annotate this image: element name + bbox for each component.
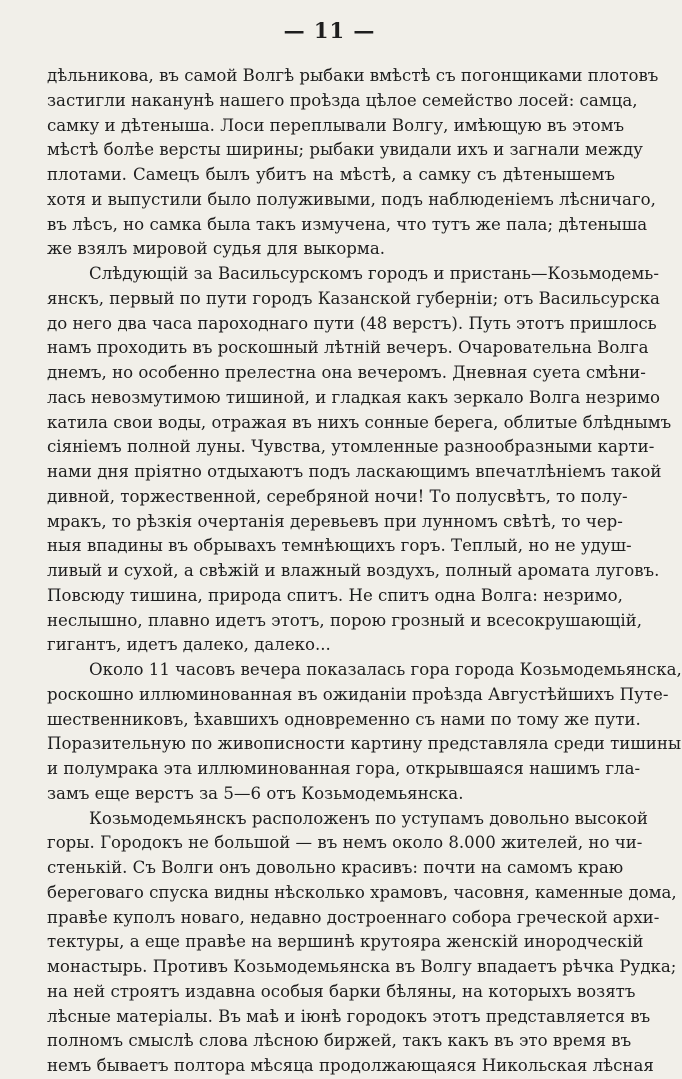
text-line: Около 11 часовъ вечера показалась гора города Козьмодемьянска,	[89, 660, 682, 679]
text-line: катила свои воды, отражая въ нихъ сонные берега, облитые блѣднымъ	[47, 412, 672, 432]
text-line: хотя и выпустили было полуживыми, подъ наблюденіемъ лѣсничаго,	[47, 189, 656, 209]
text-line: мракъ, то рѣзкія очертанія деревьевъ при лунномъ свѣтѣ, то чер-	[47, 511, 623, 531]
text-line: застигли накан﻿унѣ нашего проѣзда цѣлое семейство лосей: самца,	[47, 90, 638, 110]
text-line: на ней строятъ издавна особыя барки бѣляны, на которыхъ возятъ	[47, 981, 636, 1001]
text-line: Козьмодемьянскъ расположенъ по уступамъ довольно высокой	[89, 808, 648, 828]
text-line: ливый и сухой, а свѣжій и влажный воздухъ, полный аромата луговъ.	[47, 561, 660, 580]
text-line: лась невозмутимою тишиной, и гладкая какъ зеркало Волга незримо	[47, 387, 661, 407]
text-line: немъ бываетъ полтора мѣсяца продолжающаяся Никольская лѣсная	[47, 1056, 654, 1075]
text-line: монастырь. Противъ Козьмодемьянска въ Волгу впадаетъ рѣчка Рудка;	[47, 957, 677, 976]
text-line: замъ еще верстъ за 5—6 отъ Козьмодемьянска.	[47, 783, 464, 803]
text-line: полномъ смыслѣ слова лѣсною биржей, такъ какъ въ это время въ	[47, 1031, 632, 1051]
text-line: самку и дѣтеныша. Лоси переплывали Волгу, имѣющую въ этомъ	[47, 115, 625, 135]
text-line: мѣстѣ болѣе версты ширины; рыбаки увидали ихъ и загнали между	[47, 140, 643, 160]
text-line: намъ проходить въ роскошный лѣтній вечеръ. Очаровательна Волга	[47, 338, 649, 358]
text-line: роскошно иллюминованная въ ожиданіи проѣзда Августѣйшихъ Путе-	[47, 684, 669, 704]
text-line: днемъ, но особенно прелестна она вечеромъ. Дневная суета смѣни-	[47, 363, 646, 382]
text-line: стенькій. Съ Волги онъ довольно красивъ: почти на самомъ краю	[47, 858, 624, 877]
text-line: сіяніемъ полной луны. Чувства, утомленные разнообразными карти-	[47, 437, 655, 457]
text-line: гигантъ, идетъ далеко, далеко...	[47, 635, 331, 655]
text-line: шественниковъ, ѣхавшихъ одновременно съ нами по тому же пути.	[47, 709, 641, 729]
text-line: горы. Городокъ не большой — въ немъ около 8.000 жителей, но чи-	[47, 833, 643, 853]
text-line: Повсюду тишина, природа спитъ. Не спитъ одна Волга: незримо,	[47, 585, 623, 605]
text-line: и полумрака эта иллюминованная гора, открывшаяся нашимъ гла-	[47, 759, 641, 778]
body-text	[47, 64, 682, 1079]
text-line: плотами. Самецъ былъ убитъ на мѣстѣ, а самку съ дѣтенышемъ	[47, 165, 615, 184]
text-line: ныя впадины въ обрывахъ темнѣющихъ горъ. Теплый, но не удуш-	[47, 536, 632, 556]
text-line: въ лѣсъ, но самка была такъ измучена, что тутъ же пала; дѣтеныша	[47, 214, 648, 234]
page-number: — 11 —	[283, 18, 376, 43]
text-line: до него два часа пароходнаго пути (48 верстъ). Путь этотъ пришлось	[47, 313, 657, 333]
text-line: неслышно, плавно идетъ этотъ, порою грозный и всесокрушающій,	[47, 610, 642, 630]
text-line: дѣльникова, въ самой Волгѣ рыбаки вмѣстѣ съ погонщиками плотовъ	[47, 66, 659, 85]
text-line: правѣе куполъ новаго, недавно достроеннаго собора греческой архи-	[47, 907, 660, 927]
text-line: лѣсные матеріалы. Въ маѣ и іюнѣ городокъ этотъ представляется въ	[47, 1006, 651, 1026]
text-line: янскъ, первый по пути городъ Казанской губерніи; отъ Васильсурска	[47, 288, 660, 308]
text-line: Слѣдующій за Васильсурскомъ городъ и пристань—Козьмодемь-	[89, 264, 659, 283]
text-line: же взялъ мировой судья для выкорма.	[47, 239, 386, 259]
text-line: Поразительную по живописности картину представляла среди тишины	[47, 734, 682, 754]
text-line: береговаго спуска видны нѣсколько храмовъ, часовня, каменные дома,	[47, 882, 677, 902]
text-line: нами дня пріятно отдыхаютъ подъ ласкающимъ впечатлѣніемъ такой	[47, 462, 662, 481]
text-line: тектуры, а еще правѣе на вершинѣ крутояра женскій инородческій	[47, 932, 644, 952]
text-line: дивной, торжественной, серебряной ночи! То полусвѣтъ, то полу-	[47, 486, 628, 506]
